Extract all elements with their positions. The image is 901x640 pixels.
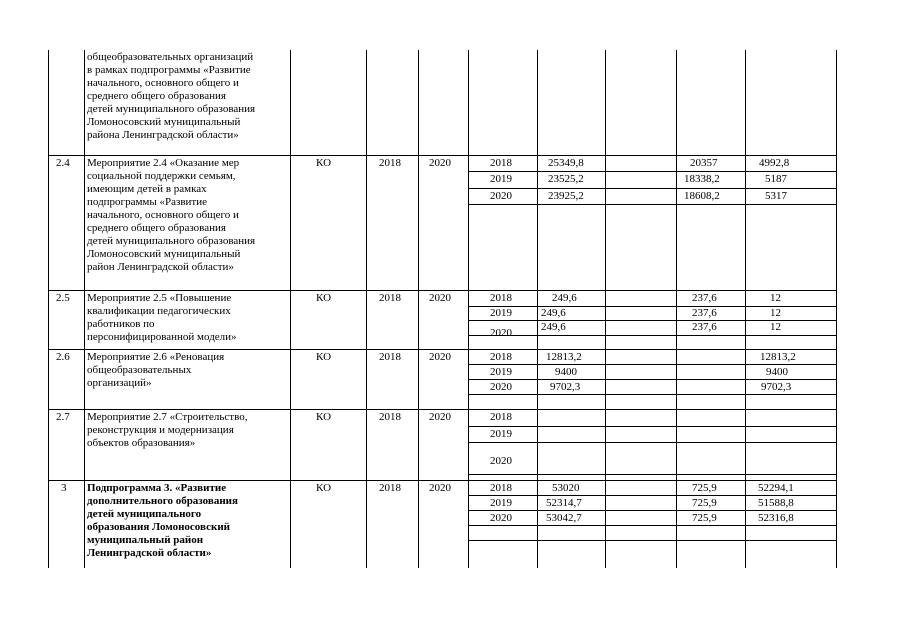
grid-horizontal-line — [468, 540, 837, 541]
sub-total: 249,6 — [552, 292, 577, 304]
row-start-year: 2018 — [379, 292, 401, 304]
sub-regional: 18338,2 — [684, 173, 720, 185]
sub-year: 2019 — [490, 428, 512, 440]
grid-horizontal-line — [468, 394, 837, 395]
row-executor: КО — [316, 351, 332, 363]
sub-regional: 237,6 — [692, 321, 717, 333]
sub-regional: 725,9 — [692, 497, 717, 509]
grid-vertical-line — [290, 50, 291, 568]
grid-vertical-line — [48, 50, 49, 568]
grid-vertical-line — [366, 50, 367, 568]
row-start-year: 2018 — [379, 482, 401, 494]
grid-horizontal-line — [48, 480, 837, 481]
grid-horizontal-line — [468, 204, 837, 205]
row-end-year: 2020 — [429, 292, 451, 304]
row-end-year: 2020 — [429, 411, 451, 423]
grid-horizontal-line — [48, 290, 837, 291]
grid-horizontal-line — [468, 364, 837, 365]
sub-regional: 18608,2 — [684, 190, 720, 202]
sub-year: 2018 — [490, 351, 512, 363]
grid-vertical-line — [745, 50, 746, 568]
grid-horizontal-line — [468, 426, 837, 427]
sub-year: 2020 — [490, 512, 512, 524]
grid-horizontal-line — [468, 474, 837, 475]
sub-year: 2019 — [490, 173, 512, 185]
row-number: 2.5 — [56, 292, 70, 304]
sub-local: 4992,8 — [759, 157, 790, 169]
sub-local: 5317 — [765, 190, 787, 202]
grid-horizontal-line — [468, 379, 837, 380]
sub-year: 2020 — [490, 190, 512, 202]
row-name: Мероприятие 2.7 «Строительство, реконструкция и модернизация объектов образования» — [87, 411, 248, 449]
grid-vertical-line — [418, 50, 419, 568]
sub-local: 52316,8 — [758, 512, 794, 524]
row-executor: КО — [316, 292, 332, 304]
grid-horizontal-line — [468, 306, 837, 307]
grid-horizontal-line — [48, 349, 837, 350]
sub-local: 12 — [770, 292, 781, 304]
sub-total: 12813,2 — [546, 351, 582, 363]
grid-vertical-line — [836, 50, 837, 568]
sub-regional: 20357 — [690, 157, 718, 169]
grid-horizontal-line — [468, 188, 837, 189]
row-end-year: 2020 — [429, 157, 451, 169]
sub-year: 2019 — [490, 307, 512, 319]
sub-local: 12 — [770, 307, 781, 319]
grid-horizontal-line — [48, 155, 837, 156]
row-start-year: 2018 — [379, 157, 401, 169]
row-start-year: 2018 — [379, 351, 401, 363]
row-number: 2.6 — [56, 351, 70, 363]
row-name: Мероприятие 2.4 «Оказание мер социальной поддержки семьям, имеющим детей в рамках подпрограммы «Развитие начального, основного общего и среднего общего образования детей муниципального образования Ломоносовский муниципальный район Ленинградской области» — [87, 157, 256, 273]
row-number: 3 — [61, 482, 67, 494]
row-executor: КО — [316, 157, 332, 169]
sub-total: 9702,3 — [550, 381, 581, 393]
sub-total: 25349,8 — [548, 157, 584, 169]
sub-year: 2018 — [490, 411, 512, 423]
sub-local: 12 — [770, 321, 781, 333]
sub-local: 9400 — [766, 366, 788, 378]
sub-total: 9400 — [555, 366, 577, 378]
sub-local: 52294,1 — [758, 482, 794, 494]
sub-regional: 237,6 — [692, 307, 717, 319]
sub-year: 2019 — [490, 366, 512, 378]
grid-vertical-line — [537, 50, 538, 568]
sub-total: 53042,7 — [546, 512, 582, 524]
sub-local: 12813,2 — [760, 351, 796, 363]
sub-total: 249,6 — [541, 307, 566, 319]
sub-year: 2020 — [490, 327, 512, 339]
sub-total: 249,6 — [541, 321, 566, 333]
grid-vertical-line — [605, 50, 606, 568]
grid-vertical-line — [676, 50, 677, 568]
sub-year: 2018 — [490, 482, 512, 494]
row-number: 2.4 — [56, 157, 70, 169]
sub-total: 53020 — [552, 482, 580, 494]
sub-regional: 725,9 — [692, 512, 717, 524]
grid-vertical-line — [84, 50, 85, 568]
sub-year: 2019 — [490, 497, 512, 509]
sub-year: 2018 — [490, 292, 512, 304]
row-number: 2.7 — [56, 411, 70, 423]
grid-horizontal-line — [468, 171, 837, 172]
sub-local: 51588,8 — [758, 497, 794, 509]
row-start-year: 2018 — [379, 411, 401, 423]
grid-vertical-line — [468, 50, 469, 568]
sub-total: 23525,2 — [548, 173, 584, 185]
row-name: общеобразовательных организаций в рамках подпрограммы «Развитие начального, основного общего и среднего общего образования детей муниципального образования Ломоносовский муниципальный района Ленинградской области» — [87, 51, 256, 141]
sub-regional: 237,6 — [692, 292, 717, 304]
row-end-year: 2020 — [429, 482, 451, 494]
sub-year: 2018 — [490, 157, 512, 169]
sub-year: 2020 — [490, 455, 512, 467]
row-name: Подпрограмма 3. «Развитие дополнительного образования детей муниципального образования Ломоносовский муниципальный район Ленинградской области» — [87, 482, 238, 559]
row-executor: КО — [316, 411, 332, 423]
grid-horizontal-line — [468, 510, 837, 511]
grid-horizontal-line — [468, 495, 837, 496]
sub-total: 52314,7 — [546, 497, 582, 509]
sub-regional: 725,9 — [692, 482, 717, 494]
row-executor: КО — [316, 482, 332, 494]
grid-horizontal-line — [468, 320, 837, 321]
sub-year: 2020 — [490, 381, 512, 393]
row-end-year: 2020 — [429, 351, 451, 363]
sub-total: 23925,2 — [548, 190, 584, 202]
grid-horizontal-line — [468, 525, 837, 526]
grid-horizontal-line — [468, 442, 837, 443]
sub-local: 5187 — [765, 173, 787, 185]
grid-horizontal-line — [48, 409, 837, 410]
sub-local: 9702,3 — [761, 381, 792, 393]
grid-horizontal-line — [468, 335, 837, 336]
row-name: Мероприятие 2.6 «Реновация общеобразовательных организаций» — [87, 351, 225, 389]
row-name: Мероприятие 2.5 «Повышение квалификации педагогических работников по персонифицированной модели» — [87, 292, 237, 343]
